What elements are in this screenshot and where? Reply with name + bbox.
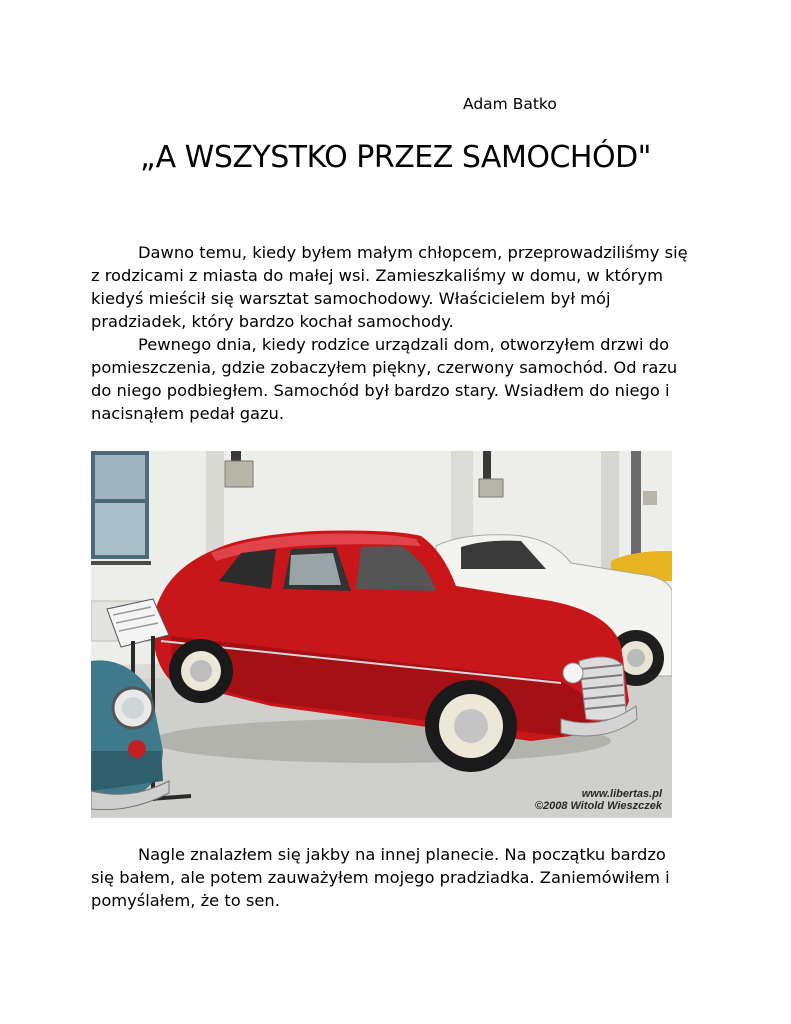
car-illustration bbox=[91, 451, 672, 818]
paragraph: Pewnego dnia, kiedy rodzice urządzali dom, otworzyłem drzwi do pomieszczenia, gdzie zobaczyłem piękny, czerwony samochód. Od razu do niego podbiegłem. Samochód był bardzo stary. Wsiadłem do niego i nacisnąłem pedał gazu. bbox=[91, 335, 678, 423]
story-text-bottom bbox=[91, 843, 691, 912]
story-text-top bbox=[91, 241, 691, 425]
document-title: „A WSZYSTKO PRZEZ SAMOCHÓD" bbox=[140, 140, 651, 175]
paragraph: Dawno temu, kiedy byłem małym chłopcem, przeprowadziliśmy się z rodzicami z miasta do małej wsi. Zamieszkaliśmy w domu, w którym kiedyś mieścił się warsztat samochodowy. Właścicielem był mój pradziadek, który bardzo kochał samochody. bbox=[91, 243, 688, 331]
author-name: Adam Batko bbox=[463, 95, 557, 113]
paragraph: Nagle znalazłem się jakby na innej planecie. Na początku bardzo się bałem, ale potem zauważyłem mojego pradziadka. Zaniemówiłem i pomyślałem, że to sen. bbox=[91, 845, 670, 910]
car-photo bbox=[91, 451, 672, 818]
photo-credit bbox=[535, 788, 662, 812]
credit-author: ©2008 Witold Wieszczek bbox=[534, 800, 662, 812]
credit-url: www.libertas.pl bbox=[581, 788, 662, 800]
